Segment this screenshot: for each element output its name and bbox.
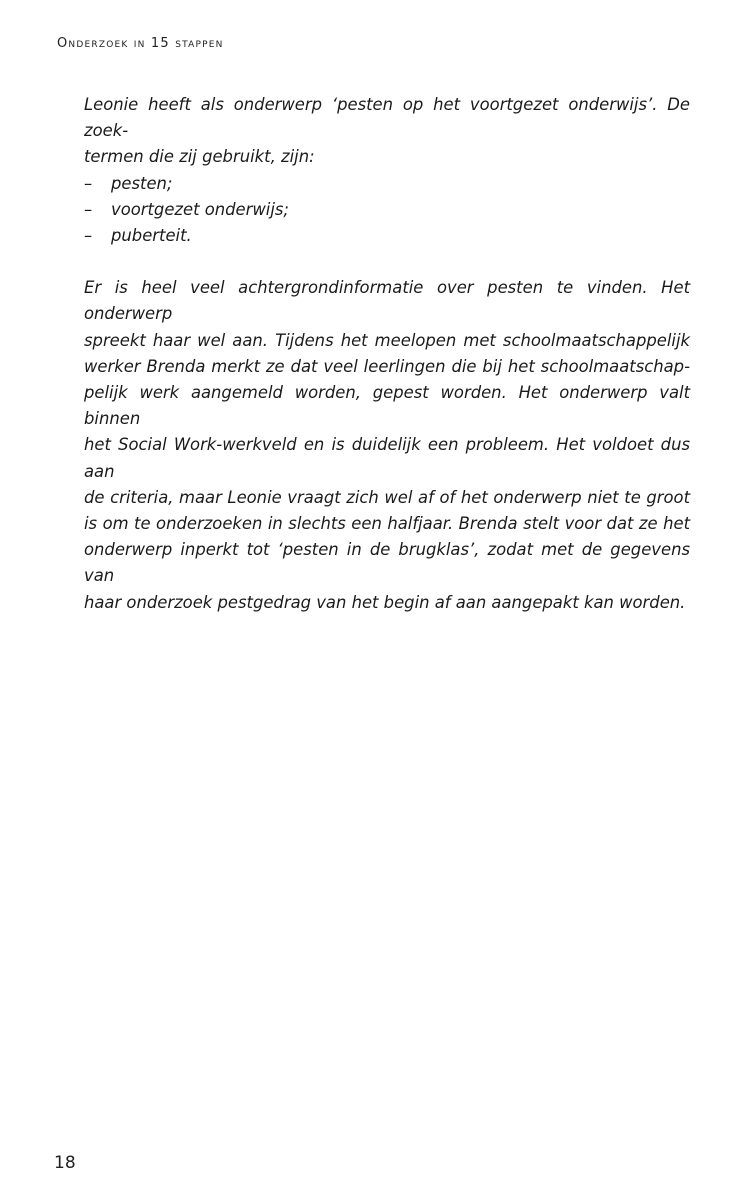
text-line: pelijk werk aangemeld worden, gepest worden. Het onderwerp valt binnen	[84, 383, 690, 429]
main-paragraph	[84, 275, 690, 616]
text-line: de criteria, maar Leonie vraagt zich wel af of het onderwerp niet te groot	[84, 487, 690, 507]
list-item-text: puberteit.	[111, 226, 192, 246]
running-head: Onderzoek in 15 stappen	[57, 36, 224, 51]
text-line: werker Brenda merkt ze dat veel leerlingen die bij het schoolmaatschap-	[84, 356, 690, 376]
text-line: Leonie heeft als onderwerp ‘pesten op het voortgezet onderwijs’. De zoek-	[84, 95, 690, 141]
text-line: termen die zij gebruikt, zijn:	[84, 147, 315, 167]
page-number: 18	[54, 1153, 76, 1173]
text-line: is om te onderzoeken in slechts een halfjaar. Brenda stelt voor dat ze het	[84, 514, 690, 534]
text-line: spreekt haar wel aan. Tijdens het meelopen met schoolmaatschappelijk	[84, 330, 690, 350]
intro-paragraph	[84, 92, 690, 171]
search-terms-list	[84, 171, 690, 250]
dash-bullet: –	[84, 173, 93, 193]
body-text	[84, 92, 690, 616]
list-item	[84, 223, 690, 249]
list-item-text: pesten;	[111, 173, 173, 193]
list-item-text: voortgezet onderwijs;	[111, 199, 289, 219]
text-line: haar onderzoek pestgedrag van het begin af aan aangepakt kan worden.	[84, 592, 686, 612]
text-line: onderwerp inperkt tot ‘pesten in de brugklas’, zodat met de gegevens van	[84, 540, 690, 586]
dash-bullet: –	[84, 226, 93, 246]
list-item	[84, 197, 690, 223]
list-item	[84, 171, 690, 197]
paragraph-spacer	[84, 249, 690, 275]
dash-bullet: –	[84, 199, 93, 219]
text-line: Er is heel veel achtergrondinformatie over pesten te vinden. Het onderwerp	[84, 278, 690, 324]
text-line: het Social Work-werkveld en is duidelijk een probleem. Het voldoet dus aan	[84, 435, 690, 481]
